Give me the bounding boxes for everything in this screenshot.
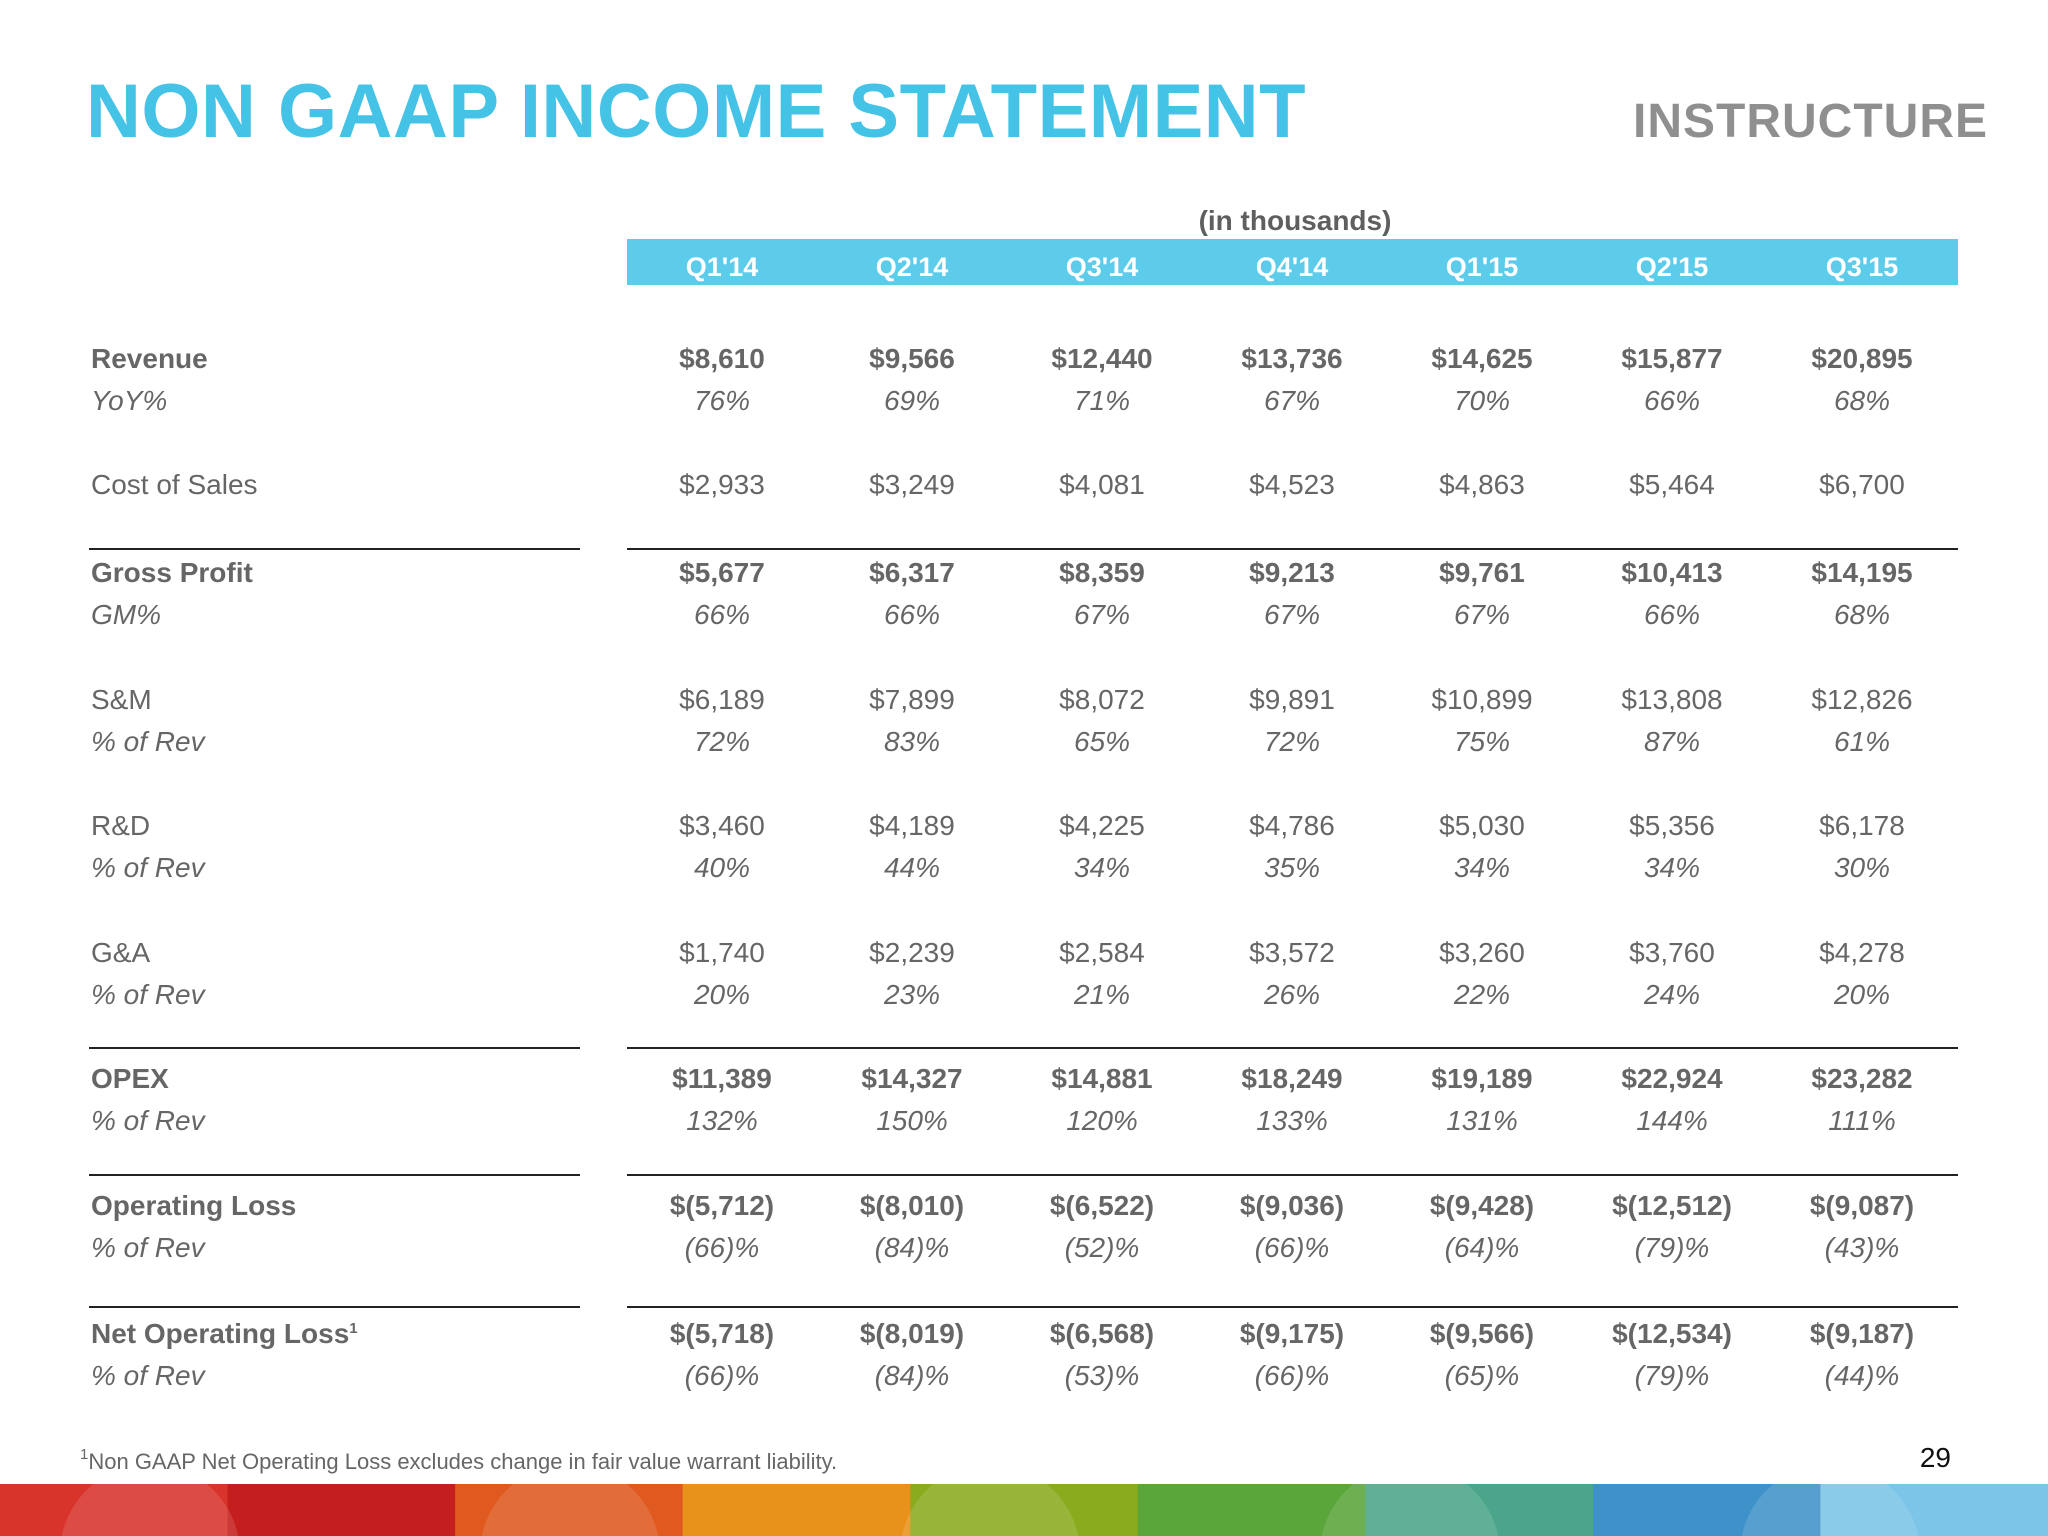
table-cell: $2,239 [869,937,955,968]
table-cell: $6,700 [1819,469,1905,500]
separator-rule [627,1047,1958,1049]
table-cell: 21% [1073,979,1131,1010]
table-cell: $(6,522) [1049,1190,1155,1221]
separator-rule [627,548,1958,550]
quarter-header: Q1'15 [1445,252,1519,282]
table-cell: $2,933 [679,469,765,500]
table-cell: 35% [1263,852,1321,883]
row-label-text: % of Rev [91,979,205,1010]
quarter-header: Q3'15 [1825,252,1899,282]
table-cell: (66)% [1254,1360,1330,1391]
row-label [91,599,161,631]
table-cell: (53)% [1064,1360,1140,1391]
table-cell: 87% [1643,726,1701,757]
table-cell: 20% [693,979,751,1010]
footnote-text: Non GAAP Net Operating Loss excludes change in fair value warrant liability. [88,1449,838,1474]
stripe-segment [683,1484,912,1536]
table-cell: $12,440 [1051,343,1153,374]
table-cell: $8,610 [679,343,765,374]
stripe-highlight [1740,1484,1920,1536]
table-cell: $3,460 [679,810,765,841]
table-cell: $3,249 [869,469,955,500]
table-cell: $(9,175) [1239,1318,1345,1349]
page-title: NON GAAP INCOME STATEMENT [86,69,1307,154]
table-cell: 67% [1453,599,1511,630]
table-cell: $(12,534) [1612,1318,1732,1349]
table-cell: $(9,036) [1239,1190,1345,1221]
table-cell: 76% [693,385,751,416]
table-cell: 68% [1833,599,1891,630]
row-label [91,1063,169,1095]
row-label-text: % of Rev [91,726,205,757]
table-cell: $(9,428) [1429,1190,1535,1221]
table-cell: 133% [1256,1105,1328,1136]
quarter-header: Q1'14 [685,252,759,282]
stripe-highlight [480,1484,660,1536]
table-cell: $(8,010) [859,1190,965,1221]
table-cell: $5,356 [1629,810,1715,841]
table-cell: 66% [1643,599,1701,630]
table-cell: 30% [1833,852,1891,883]
row-label-text: G&A [91,937,151,968]
table-cell: 23% [883,979,941,1010]
table-cell: $9,213 [1249,557,1335,588]
row-label-text: % of Rev [91,1105,205,1136]
table-cell: (43)% [1824,1232,1900,1263]
table-cell: 34% [1073,852,1131,883]
table-cell: $4,863 [1439,469,1525,500]
quarter-header: Q3'14 [1065,252,1139,282]
table-cell: 70% [1453,385,1511,416]
row-label-text: Net Operating Loss [91,1318,350,1349]
table-cell: 120% [1066,1105,1138,1136]
table-cell: $14,195 [1811,557,1913,588]
table-cell: (84)% [874,1232,950,1263]
table-cell: (79)% [1634,1360,1710,1391]
table-cell: 67% [1073,599,1131,630]
row-label-text: S&M [91,684,152,715]
table-cell: $3,260 [1439,937,1525,968]
table-cell: 75% [1453,726,1511,757]
stripe-highlight [60,1484,240,1536]
row-label [91,852,205,884]
table-cell: $(5,712) [669,1190,775,1221]
stripe-highlight [900,1484,1080,1536]
separator-rule [89,1306,580,1308]
separator-rule [89,1047,580,1049]
row-label-text: Cost of Sales [91,469,258,500]
units-note: (in thousands) [1198,205,1392,236]
row-label [91,937,150,969]
row-label [91,1190,296,1222]
table-cell: 71% [1073,385,1131,416]
row-label-text: R&D [91,810,151,841]
table-cell: $19,189 [1431,1063,1533,1094]
table-cell: $9,891 [1249,684,1335,715]
table-cell: $6,317 [869,557,955,588]
table-cell: $1,740 [679,937,765,968]
row-label-text: GM% [91,599,161,630]
row-label [91,1232,205,1264]
row-label [91,726,205,758]
table-cell: 131% [1446,1105,1518,1136]
table-cell: $5,030 [1439,810,1525,841]
row-label-text: Operating Loss [91,1190,297,1221]
table-cell: $(12,512) [1612,1190,1732,1221]
separator-rule [89,548,580,550]
table-cell: $(6,568) [1049,1318,1155,1349]
table-cell: $4,278 [1819,937,1905,968]
table-cell: $5,464 [1629,469,1715,500]
table-cell: 68% [1833,385,1891,416]
table-cell: 66% [693,599,751,630]
row-label-text: % of Rev [91,1232,205,1263]
row-label-text: YoY% [91,385,168,416]
table-cell: 44% [883,852,941,883]
table-cell: 111% [1828,1105,1896,1136]
table-cell: 20% [1833,979,1891,1010]
table-cell: $(9,566) [1429,1318,1535,1349]
table-cell: (52)% [1064,1232,1140,1263]
row-label-text: % of Rev [91,1360,205,1391]
table-cell: $3,572 [1249,937,1335,968]
table-cell: $6,189 [679,684,765,715]
table-cell: 67% [1263,599,1321,630]
table-cell: 34% [1643,852,1701,883]
table-cell: $20,895 [1811,343,1913,374]
table-cell: (79)% [1634,1232,1710,1263]
row-label-text: Gross Profit [91,557,253,588]
row-label [91,557,253,589]
stripe-highlight [1320,1484,1500,1536]
table-cell: $(9,087) [1809,1190,1915,1221]
table-cell: $6,178 [1819,810,1905,841]
separator-rule [89,1174,580,1176]
table-cell: $4,225 [1059,810,1145,841]
table-cell: $9,566 [869,343,955,374]
separator-rule [627,1306,1958,1308]
row-label [91,385,167,417]
table-cell: $14,881 [1051,1063,1153,1094]
table-cell: $4,786 [1249,810,1335,841]
table-cell: $7,899 [869,684,955,715]
row-label [91,1318,358,1350]
table-cell: $10,413 [1621,557,1723,588]
table-cell: 40% [693,852,751,883]
instructure-logo: INSTRUCTURE [1633,95,1988,148]
row-label-text: % of Rev [91,852,205,883]
table-cell: (44)% [1824,1360,1900,1391]
table-cell: $14,327 [861,1063,963,1094]
table-cell: 26% [1263,979,1321,1010]
table-cell: (66)% [1254,1232,1330,1263]
table-cell: 61% [1833,726,1891,757]
table-cell: 69% [883,385,941,416]
table-cell: (66)% [684,1232,760,1263]
footnote [80,1446,837,1475]
table-cell: 72% [1263,726,1321,757]
table-cell: $13,736 [1241,343,1343,374]
row-label [91,684,152,716]
table-cell: $5,677 [679,557,765,588]
table-cell: (65)% [1444,1360,1520,1391]
table-cell: $13,808 [1621,684,1723,715]
quarter-header: Q4'14 [1255,252,1329,282]
table-cell: 34% [1453,852,1511,883]
table-cell: $(9,187) [1809,1318,1915,1349]
row-label [91,343,208,375]
page-number: 29 [1919,1442,1951,1473]
table-cell: $18,249 [1241,1063,1343,1094]
quarter-header: Q2'15 [1635,252,1709,282]
table-cell: $3,760 [1629,937,1715,968]
table-cell: 144% [1636,1105,1708,1136]
table-cell: $2,584 [1059,937,1145,968]
decorative-color-stripe [0,1484,2048,1536]
table-cell: $9,761 [1439,557,1525,588]
table-cell: 67% [1263,385,1321,416]
table-cell: 72% [693,726,751,757]
stripe-segment [228,1484,457,1536]
table-cell: $12,826 [1811,684,1913,715]
table-cell: (64)% [1444,1232,1520,1263]
quarter-header-bar [627,239,1958,285]
table-cell: (66)% [684,1360,760,1391]
table-cell: $14,625 [1431,343,1533,374]
table-cell: $15,877 [1621,343,1723,374]
table-cell: 150% [876,1105,948,1136]
table-cell: $10,899 [1431,684,1533,715]
footnote-mark: 1 [80,1446,89,1463]
table-cell: $8,072 [1059,684,1145,715]
row-label-text: Revenue [91,343,208,374]
table-cell: $4,081 [1059,469,1145,500]
table-cell: $(5,718) [669,1318,775,1349]
row-label [91,1360,205,1392]
table-cell: (84)% [874,1360,950,1391]
quarter-header: Q2'14 [875,252,949,282]
table-cell: 83% [883,726,941,757]
table-cell: 132% [686,1105,758,1136]
table-cell: 66% [883,599,941,630]
table-cell: $4,523 [1249,469,1335,500]
table-cell: 24% [1643,979,1701,1010]
table-cell: $(8,019) [859,1318,965,1349]
row-label [91,979,205,1011]
table-cell: $11,389 [672,1063,772,1094]
footnote-mark: 1 [349,1320,358,1337]
row-label [91,469,258,501]
table-cell: $8,359 [1059,557,1145,588]
table-cell: $23,282 [1811,1063,1913,1094]
row-label [91,1105,205,1137]
table-cell: $22,924 [1621,1063,1723,1094]
table-cell: $4,189 [869,810,955,841]
table-cell: 66% [1643,385,1701,416]
table-cell: 65% [1073,726,1131,757]
row-label [91,810,150,842]
table-cell: 22% [1453,979,1511,1010]
separator-rule [627,1174,1958,1176]
row-label-text: OPEX [91,1063,169,1094]
